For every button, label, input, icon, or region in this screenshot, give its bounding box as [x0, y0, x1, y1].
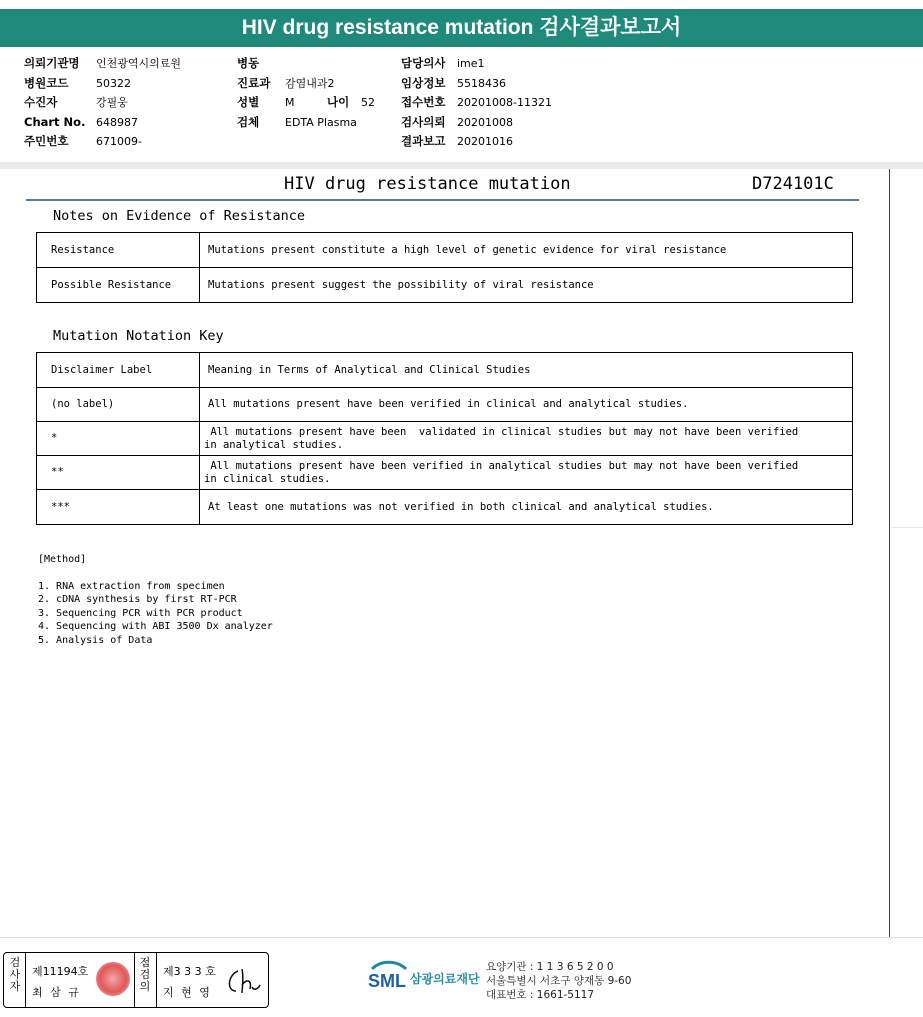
- field-value: M: [285, 96, 295, 109]
- method-step: 4. Sequencing with ABI 3500 Dx analyzer: [38, 621, 273, 632]
- field-value: 20201016: [457, 135, 513, 148]
- header-field: [24, 74, 181, 94]
- field-label: 접수번호: [401, 95, 446, 109]
- header-field: [237, 74, 375, 94]
- field-label: 임상정보: [401, 75, 446, 90]
- evidence-section-title: Notes on Evidence of Resistance: [53, 208, 305, 224]
- table-row: [37, 268, 853, 303]
- field-label: 검사의뢰: [401, 114, 446, 129]
- field-label: 의뢰기관명: [24, 56, 80, 70]
- field-label: 성별: [237, 95, 260, 109]
- header-col-3: [401, 54, 552, 152]
- divider: [134, 953, 135, 1007]
- field-label: 검체: [237, 114, 260, 129]
- tester-vertical-label: 검사자: [9, 956, 21, 993]
- header-field: [24, 113, 181, 133]
- method-step: 5. Analysis of Data: [38, 634, 153, 646]
- field-label: 수진자: [24, 95, 58, 109]
- field-label: 병동: [237, 56, 260, 70]
- field-value: ime1: [457, 57, 485, 70]
- table-row: [37, 456, 853, 490]
- field-value: EDTA Plasma: [285, 115, 357, 129]
- header-field: [24, 54, 181, 74]
- field-label: 담당의사: [401, 56, 446, 70]
- report-title: HIV drug resistance mutation: [284, 174, 571, 194]
- table-cell-text: Meaning in Terms of Analytical and Clinical Studies: [200, 353, 853, 388]
- signature-box: [3, 952, 269, 1008]
- table-cell-label: **: [37, 456, 200, 490]
- header-field: [237, 113, 375, 133]
- table-row: [37, 388, 853, 422]
- sml-logo-icon: [366, 959, 410, 1003]
- table-cell-label: Possible Resistance: [37, 268, 200, 303]
- org-address: [486, 960, 631, 1002]
- table-cell-label: ***: [37, 490, 200, 525]
- top-strip: [0, 0, 923, 9]
- table-cell-label: *: [37, 422, 200, 456]
- field-value: 인천광역시의료원: [96, 57, 182, 70]
- notation-table: [36, 352, 853, 525]
- field-value: 50322: [96, 76, 131, 90]
- field-value: 671009-: [96, 135, 142, 148]
- table-cell-text: All mutations present have been verified in analytical studies but may not have been verified in clinical studies.: [200, 456, 853, 490]
- org-phone: 대표번호 : 1661-5117: [486, 989, 595, 1001]
- method-step: 2. cDNA synthesis by first RT-PCR: [38, 594, 237, 605]
- report-banner-title: HIV drug resistance mutation 검사결과보고서: [0, 9, 923, 47]
- method-step: 3. Sequencing PCR with PCR product: [38, 607, 243, 619]
- header-field: [24, 93, 181, 113]
- header-field: [24, 132, 181, 152]
- page-edge-rule: [889, 169, 890, 937]
- header-field: [401, 54, 552, 74]
- table-cell-text: Mutations present constitute a high level of genetic evidence for viral resistance: [200, 233, 853, 268]
- table-row: [37, 490, 853, 525]
- tester-number: 제11194호: [32, 965, 89, 978]
- header-separator: [0, 162, 923, 169]
- title-underline: [26, 199, 859, 201]
- notation-section-title: Mutation Notation Key: [53, 328, 224, 344]
- field-label: 결과보고: [401, 134, 446, 148]
- method-block: [38, 553, 273, 647]
- divider: [25, 953, 26, 1007]
- field-value: 강필웅: [96, 96, 128, 109]
- header-field: [237, 54, 375, 74]
- sml-logo-text: SML: [368, 971, 406, 991]
- field-value: 52: [361, 96, 375, 109]
- reviewer-name: 지 현 영: [163, 986, 212, 999]
- field-label: 나이: [327, 95, 350, 109]
- report-code: D724101C: [752, 174, 834, 194]
- field-value: 648987: [96, 115, 138, 129]
- field-label: Chart No.: [24, 114, 86, 129]
- method-step: 1. RNA extraction from specimen: [38, 580, 225, 592]
- table-cell-text: All mutations present have been validated in clinical studies but may not have been verified in analytical studies.: [200, 422, 853, 456]
- evidence-table: [36, 232, 853, 303]
- table-row: [37, 422, 853, 456]
- table-row: [37, 353, 853, 388]
- field-value: 감염내과2: [285, 76, 335, 90]
- sml-logo-mark: [366, 959, 410, 999]
- org-street: 서울특별시 서초구 양재동 9-60: [486, 975, 632, 987]
- table-cell-label: (no label): [37, 388, 200, 422]
- table-cell-text: All mutations present have been verified in clinical and analytical studies.: [200, 388, 853, 422]
- header-col-2: [237, 54, 375, 132]
- field-label: 진료과: [237, 75, 271, 90]
- field-value: 20201008: [457, 115, 513, 129]
- field-value: 20201008-11321: [457, 96, 552, 109]
- header-field: [401, 93, 552, 113]
- tester-name: 최 삼 규: [32, 986, 81, 999]
- divider: [156, 953, 157, 1007]
- method-title: [Method]: [38, 554, 87, 565]
- field-label: 주민번호: [24, 134, 69, 148]
- field-value: 5518436: [457, 76, 506, 90]
- header-field: [401, 74, 552, 94]
- header-col-1: [24, 54, 181, 152]
- header-field: [401, 132, 552, 152]
- official-seal-icon: [96, 962, 130, 996]
- table-cell-label: Resistance: [37, 233, 200, 268]
- reviewer-vertical-label: 점검의: [139, 956, 151, 993]
- header-field: [401, 113, 552, 133]
- field-label: 병원코드: [24, 75, 69, 90]
- signature-icon: [224, 965, 264, 997]
- header-field: [237, 93, 375, 113]
- table-cell-label: Disclaimer Label: [37, 353, 200, 388]
- org-name: 삼광의료재단: [410, 972, 480, 986]
- reviewer-number: 제3 3 3 호: [163, 965, 216, 978]
- table-row: [37, 233, 853, 268]
- org-code: 요양기관 : 1 1 3 6 5 2 0 0: [486, 961, 614, 973]
- table-cell-text: At least one mutations was not verified in both clinical and analytical studies.: [200, 490, 853, 525]
- table-cell-text: Mutations present suggest the possibility of viral resistance: [200, 268, 853, 303]
- page-edge-panel: [892, 169, 923, 528]
